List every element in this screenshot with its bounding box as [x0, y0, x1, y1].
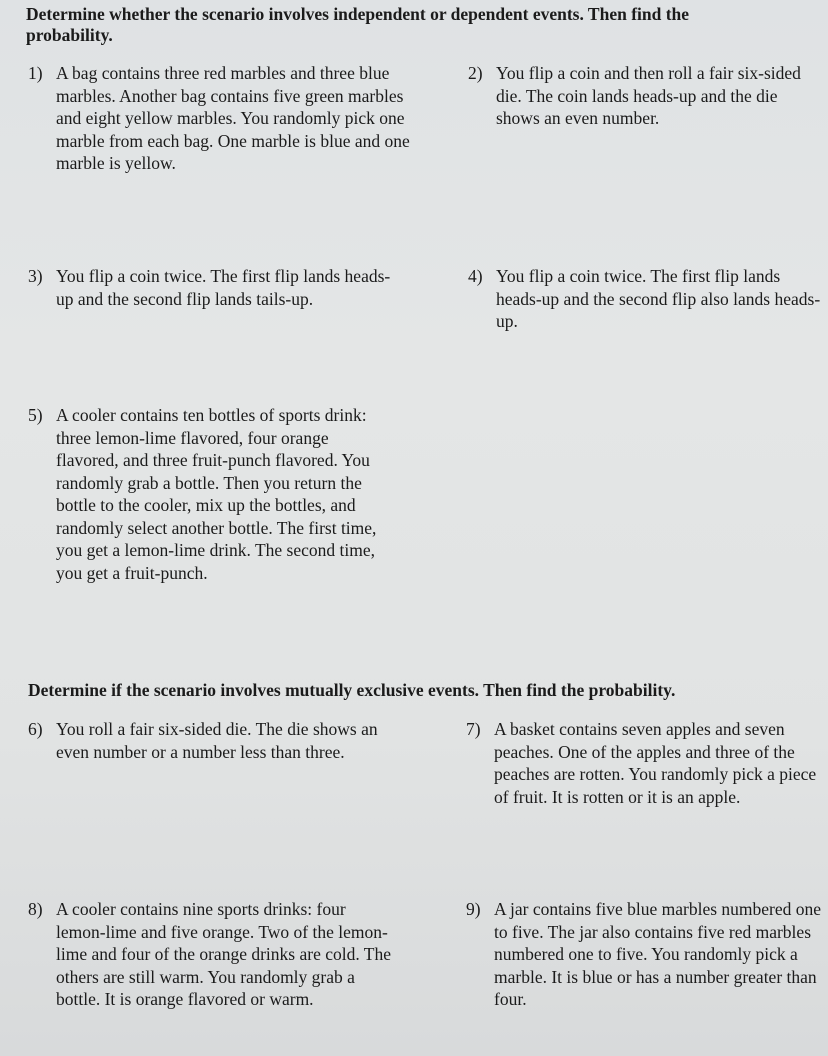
problem-text: A bag contains three red marbles and three blue marbles. Another bag contains five green marbles and eight yellow marbles. You randomly pick one marble from each bag. One marble is blue and one marble is yellow. — [56, 63, 410, 173]
problem-6 — [28, 718, 396, 763]
problem-number: 6) — [28, 719, 43, 739]
section1-heading — [26, 4, 816, 46]
problem-2 — [468, 62, 823, 130]
problem-9 — [466, 898, 828, 1011]
problem-number: 1) — [28, 63, 43, 83]
problem-text: You flip a coin twice. The first flip lands heads-up and the second flip lands tails-up. — [56, 266, 391, 309]
problem-text: A basket contains seven apples and seven peaches. One of the apples and three of the peaches are rotten. You randomly pick a piece of fruit. It is rotten or it is an apple. — [494, 719, 817, 807]
problem-text: A cooler contains ten bottles of sports drink: three lemon-lime flavored, four orange flavored, and three fruit-punch flavored. You randomly grab a bottle. Then you return the bottle to the cooler, mix up the bottles, and randomly select another bottle. The first time, you get a lemon-lime drink. The second time, you get a fruit-punch. — [56, 405, 377, 583]
problem-1 — [28, 62, 418, 175]
problem-number: 7) — [466, 719, 481, 739]
problem-number: 5) — [28, 405, 43, 425]
problem-number: 8) — [28, 899, 43, 919]
section1-heading-line2: probability. — [26, 25, 113, 45]
problem-number: 2) — [468, 63, 483, 83]
problem-text: A jar contains five blue marbles numbered one to five. The jar also contains five red marbles numbered one to five. You randomly pick a marble. It is blue or has a number greater than four. — [494, 899, 822, 1009]
problem-number: 3) — [28, 266, 43, 286]
problem-text: You flip a coin twice. The first flip lands heads-up and the second flip also lands heads-up. — [496, 266, 821, 331]
problem-number: 9) — [466, 899, 481, 919]
problem-4 — [468, 265, 826, 333]
problem-text: You flip a coin and then roll a fair six-sided die. The coin lands heads-up and the die shows an even number. — [496, 63, 801, 128]
problem-text: A cooler contains nine sports drinks: four lemon-lime and five orange. Two of the lemon-lime and four of the orange drinks are cold. The others are still warm. You randomly grab a bottle. It is orange flavored or warm. — [56, 899, 391, 1009]
problem-3 — [28, 265, 398, 310]
problem-text: You roll a fair six-sided die. The die shows an even number or a number less than three. — [56, 719, 378, 762]
problem-8 — [28, 898, 398, 1011]
section2-heading: Determine if the scenario involves mutually exclusive events. Then find the probability. — [28, 680, 676, 700]
section1-heading-line1: Determine whether the scenario involves independent or dependent events. Then find the — [26, 4, 690, 24]
problem-number: 4) — [468, 266, 483, 286]
problem-5 — [28, 404, 383, 584]
problem-7 — [466, 718, 828, 808]
